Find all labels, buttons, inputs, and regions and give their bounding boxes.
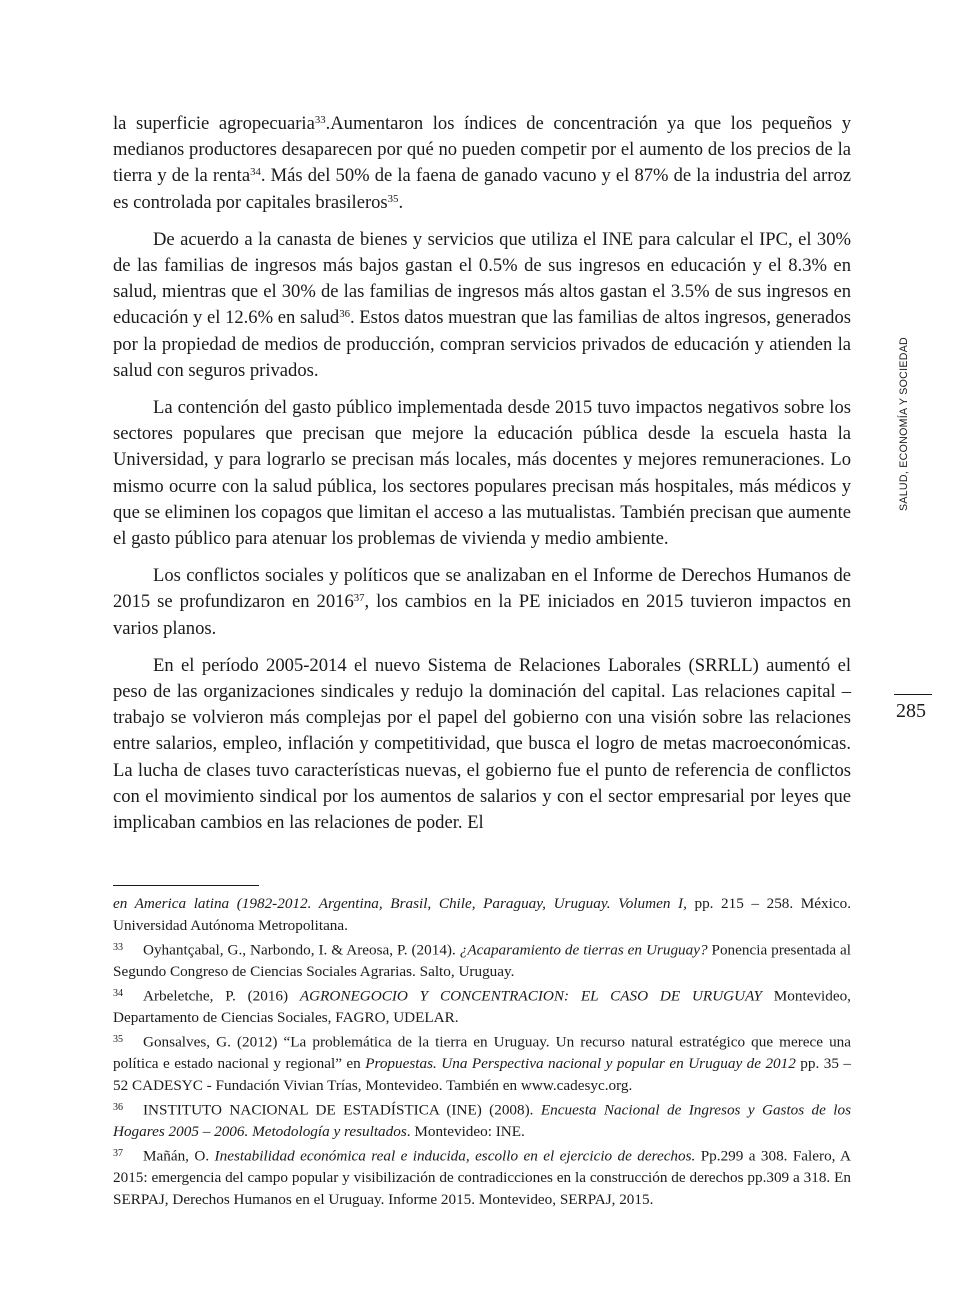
body-text: [113, 111, 851, 847]
footnote-33: [113, 937, 851, 983]
paragraph-1-text: .: [398, 191, 404, 213]
paragraph-4: [113, 563, 851, 642]
paragraph-4-text: , los cambios en la PE iniciados en 2015 tuvieron impactos en varios planos.: [113, 591, 851, 639]
paragraph-3: [113, 395, 851, 552]
paragraph-5-text: En el período 2005-2014 el nuevo Sistema de Relaciones Laborales (SRRLL) aumentó el peso de las organizaciones sindicales y redujo la dominación del capital. Las relaciones capital – trabajo se volvieron más complejas por el papel del gobierno con una visión sobre las relaciones entre salarios, empleo, inflación y competitividad, que busca el logro de metas macroeconómicas. La lucha de clases tuvo características nuevas, el gobierno fue el punto de referencia de conflictos con el movimiento sindical por los aumentos de salarios y con el sector empresarial por leyes que implicaban cambios en las relaciones de poder. El: [113, 654, 851, 834]
paragraph-2-text: . Estos datos muestran que las familias de altos ingresos, generados por la propiedad de medios de producción, compran servicios privados de educación y atienden la salud con seguros privados.: [113, 307, 851, 381]
footnote-36: [113, 1097, 851, 1143]
footnote-ref-37[interactable]: 37: [353, 592, 365, 605]
footnote-text: Montevideo, Departamento de Ciencias Sociales, FAGRO, UDELAR.: [113, 987, 851, 1026]
page-number-rule: [894, 694, 932, 695]
footnote-number: 33: [113, 941, 123, 953]
footnote-separator: [113, 885, 259, 886]
paragraph-4-text: Los conflictos sociales y políticos que se analizaban en el Informe de Derechos Humanos de 2015 se profundizaron en 2016: [113, 565, 851, 613]
footnote-continuation-text: , pp. 215 – 258. México. Universidad Autónoma Metropolitana.: [113, 895, 851, 934]
footnote-ref-35[interactable]: 35: [387, 192, 399, 205]
footnote-35: [113, 1029, 851, 1097]
footnote-ref-34[interactable]: 34: [250, 166, 261, 179]
footnote-text: Pp.299 a 308. Falero, A 2015: emergencia del campo popular y visibilización de contradicciones en la construcción de derechos pp.309 a 318. En SERPAJ, Derechos Humanos en el Uruguay. Informe 2015. Montevideo, SERPAJ, 2015.: [113, 1147, 851, 1208]
footnote-title: Encuesta Nacional de Ingresos y Gastos de los Hogares 2005 – 2006. Metodología y resultados: [113, 1101, 852, 1140]
footnote-text: Mañán, O.: [143, 1147, 215, 1165]
footnote-title: Propuestas. Una Perspectiva nacional y popular en Uruguay de 2012: [365, 1055, 796, 1073]
footnote-text: Gonsalves, G. (2012) “La problemática de la tierra en Uruguay. Un recurso natural estratégico que merece una política e estado nacional y regional” en: [113, 1033, 851, 1073]
footnote-number: 34: [113, 987, 123, 999]
paragraph-2-text: De acuerdo a la canasta de bienes y servicios que utiliza el INE para calcular el IPC, el 30% de las familias de ingresos más bajos gastan el 0.5% de sus ingresos en educación y el 8.3% en salud, mientras que el 30% de las familias de ingresos más altos gastan el 3.5% de sus ingresos en educación y el 12.6% en salud: [113, 228, 851, 329]
footnote-number: 36: [113, 1101, 123, 1113]
footnote-ref-36[interactable]: 36: [339, 308, 350, 321]
footnote-text: Ponencia presentada al Segundo Congreso de Ciencias Sociales Agrarias. Salto, Uruguay.: [113, 941, 851, 980]
page-number: 285: [896, 700, 926, 722]
footnotes: [113, 893, 851, 1211]
footnote-text: INSTITUTO NACIONAL DE ESTADÍSTICA (INE) (2008).: [143, 1101, 541, 1119]
paragraph-1-text: .Aumentaron los índices de concentración ya que los pequeños y medianos productores desaparecen por qué no pueden competir por el aumento de los precios de la tierra y de la renta: [113, 113, 851, 187]
footnote-34: [113, 983, 851, 1029]
paragraph-1-text: . Más del 50% de la faena de ganado vacuno y el 87% de la industria del arroz es controlada por capitales brasileros: [113, 165, 851, 213]
footnote-text: pp. 35 – 52 CADESYC - Fundación Vivian Trías, Montevideo. También en www.cadesyc.org.: [113, 1055, 852, 1094]
footnote-text: Oyhantçabal, G., Narbondo, I. & Areosa, P. (2014).: [143, 941, 460, 959]
footnote-ref-33[interactable]: 33: [314, 114, 326, 127]
footnote-title: AGRONEGOCIO Y CONCENTRACION: EL CASO DE URUGUAY: [299, 987, 762, 1005]
paragraph-2: [113, 227, 851, 384]
paragraph-1: [113, 111, 851, 216]
footnote-number: 35: [113, 1033, 123, 1045]
paragraph-5: [113, 653, 851, 836]
paragraph-3-text: La contención del gasto público implementada desde 2015 tuvo impactos negativos sobre los sectores populares que precisan que mejore la educación pública desde la escuela hasta la Universidad, y para lograrlo se precisan más locales, más docentes y mejores remuneraciones. Lo mismo ocurre con la salud pública, los sectores populares precisan más hospitales, más médicos y que se eliminen los copagos que limitan el acceso a las mutualistas. También precisan que aumente el gasto público para atenuar los problemas de vivienda y medio ambiente.: [113, 397, 851, 550]
footnote-title: ¿Acaparamiento de tierras en Uruguay?: [459, 941, 708, 959]
footnote-continuation-title: en America latina (1982-2012. Argentina, Brasil, Chile, Paraguay, Uruguay. Volumen I: [113, 895, 684, 912]
footnote-text: . Montevideo: INE.: [406, 1122, 525, 1140]
running-header-section: SALUD, ECONOMÍA Y SOCIEDAD: [898, 336, 910, 511]
footnote-title: Inestabilidad económica real e inducida, escollo en el ejercicio de derechos.: [214, 1147, 696, 1165]
paragraph-1-text: la superficie agropecuaria: [113, 113, 315, 134]
footnote-number: 37: [113, 1147, 123, 1159]
footnote-37: [113, 1143, 851, 1211]
footnote-text: Arbeletche, P. (2016): [143, 987, 300, 1005]
footnote-continuation: [113, 893, 851, 937]
